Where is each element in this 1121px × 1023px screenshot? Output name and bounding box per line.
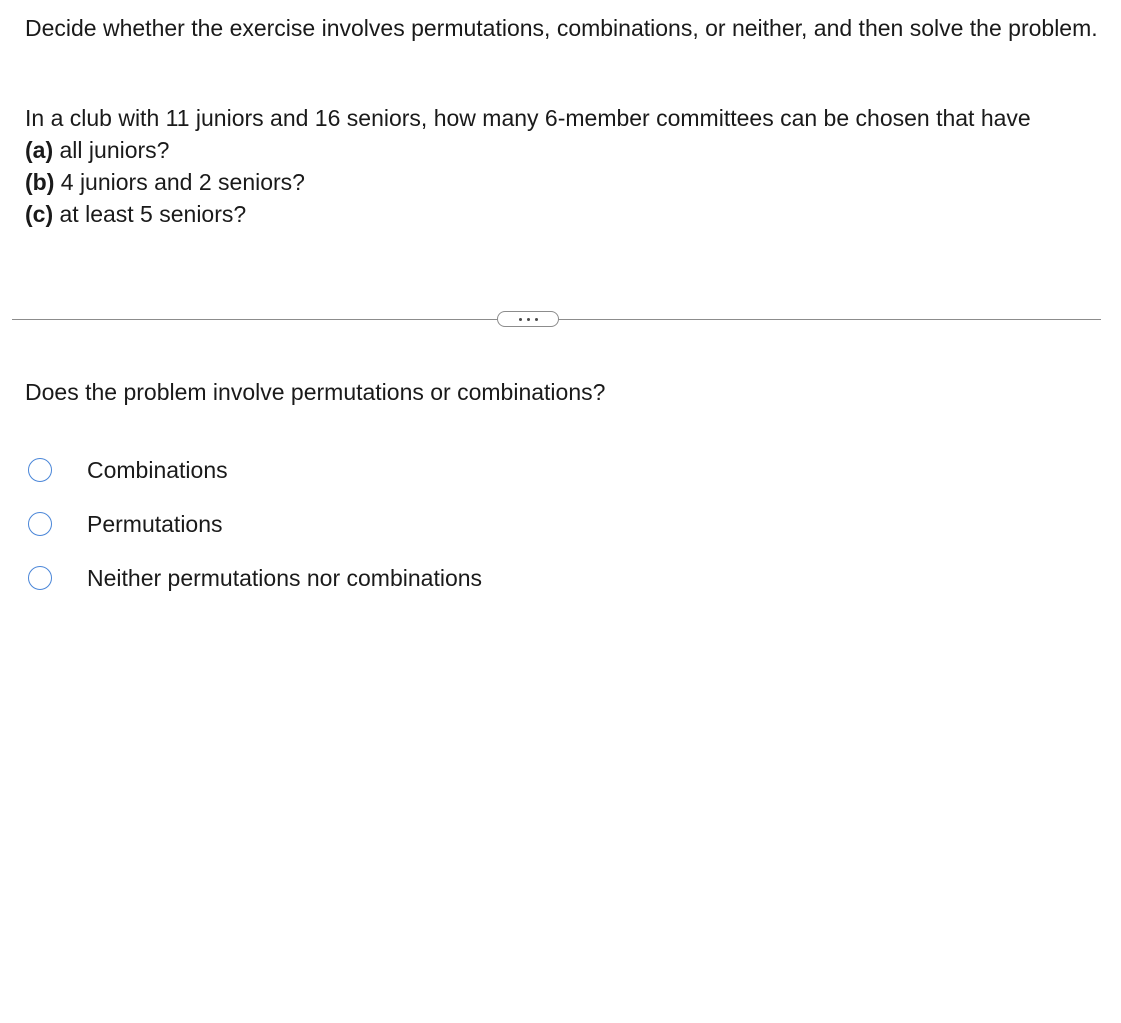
problem-part-b bbox=[25, 166, 1100, 198]
part-letter: (b) bbox=[25, 169, 55, 195]
part-text: 4 juniors and 2 seniors? bbox=[54, 169, 305, 195]
ellipsis-icon bbox=[519, 318, 522, 321]
option-label[interactable]: Permutations bbox=[87, 511, 223, 537]
radio-button[interactable] bbox=[28, 458, 52, 482]
question-prompt: Does the problem involve permutations or combinations? bbox=[25, 379, 606, 405]
radio-button[interactable] bbox=[28, 566, 52, 590]
part-text: all juniors? bbox=[53, 137, 170, 163]
instructions-text: Decide whether the exercise involves permutations, combinations, or neither, and then solve the problem. bbox=[25, 15, 1098, 41]
option-permutations[interactable] bbox=[28, 507, 482, 541]
option-label[interactable]: Combinations bbox=[87, 457, 228, 483]
part-letter: (c) bbox=[25, 201, 54, 227]
radio-button[interactable] bbox=[28, 512, 52, 536]
problem-part-a bbox=[25, 134, 1100, 166]
problem-statement bbox=[25, 102, 1100, 230]
problem-part-c bbox=[25, 198, 1100, 230]
part-letter: (a) bbox=[25, 137, 54, 163]
ellipsis-icon bbox=[535, 318, 538, 321]
problem-stem: In a club with 11 juniors and 16 seniors, how many 6-member committees can be chosen that have bbox=[25, 105, 1031, 131]
part-text: at least 5 seniors? bbox=[53, 201, 247, 227]
option-neither[interactable] bbox=[28, 561, 482, 595]
option-label[interactable]: Neither permutations nor combinations bbox=[87, 565, 483, 591]
expand-more-button[interactable] bbox=[497, 311, 559, 327]
option-combinations[interactable] bbox=[28, 453, 482, 487]
answer-options bbox=[28, 453, 482, 615]
ellipsis-icon bbox=[527, 318, 530, 321]
